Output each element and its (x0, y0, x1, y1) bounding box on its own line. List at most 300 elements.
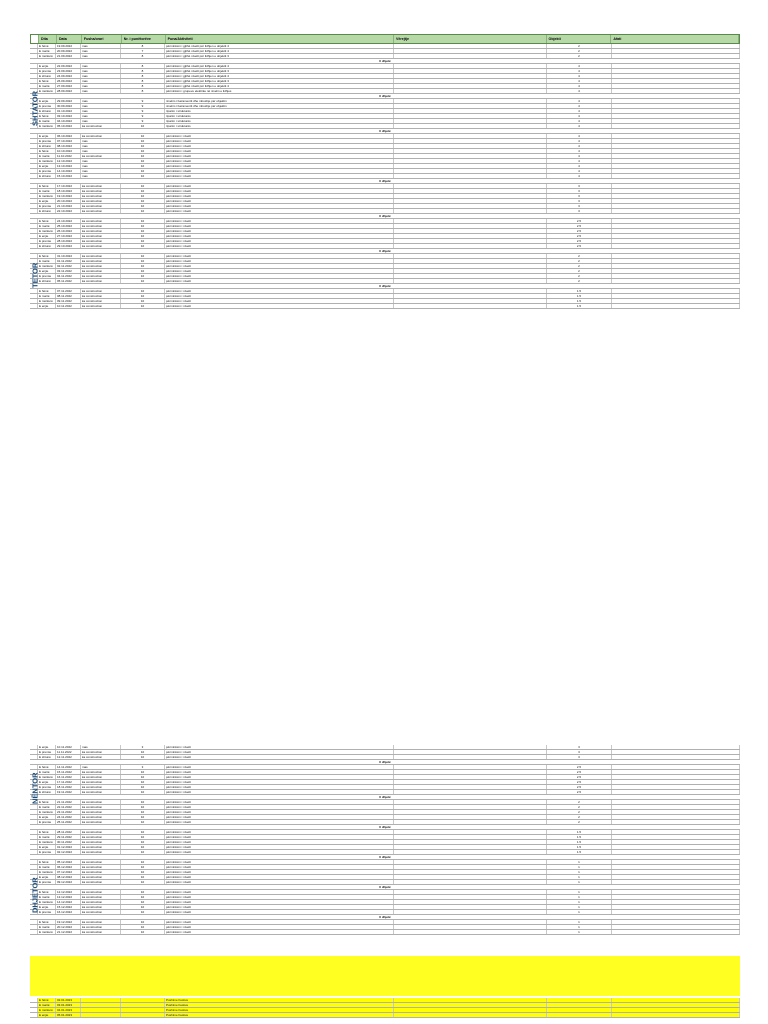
table-cell: E martë (38, 865, 56, 869)
table-cell (394, 860, 547, 864)
table-cell: ka construction (81, 209, 121, 213)
table-cell (612, 1003, 740, 1007)
table-cell (612, 204, 740, 208)
table-cell: E premte (38, 239, 56, 243)
table-cell: 2 (547, 264, 612, 268)
table-cell: 4 (547, 159, 612, 163)
table-cell: ka construction (81, 815, 121, 819)
table-cell: ka construction (81, 124, 121, 128)
table-cell: 01.11.2022 (56, 259, 81, 263)
table-cell: Pushime Festive (165, 1008, 394, 1012)
table-cell (394, 805, 547, 809)
table-cell: E hënë (38, 149, 56, 153)
table-cell: përmirësim i nivelit (165, 815, 394, 819)
table-cell: E enjte (38, 845, 56, 849)
table-cell: E premte (38, 750, 56, 754)
table-cell: 3 (121, 745, 165, 749)
month-label-nentor: NËNTOR (30, 772, 40, 804)
table-cell: përmirësim i nivelit (165, 770, 394, 774)
table-cell: ka construction (81, 269, 121, 273)
table-cell: E hënë (38, 998, 56, 1002)
table-cell: E enjte (38, 64, 56, 68)
table-cell: 19.12.2022 (56, 920, 81, 924)
table-cell: ka construction (81, 229, 121, 233)
table-cell (612, 134, 740, 138)
table-cell: përmirësim i nivelit (165, 219, 394, 223)
table-cell: E premte (38, 274, 56, 278)
highlight-band (30, 956, 740, 996)
schedule-sheet-3 (30, 998, 740, 1018)
month-cell (30, 159, 38, 163)
table-cell: 10 (121, 770, 165, 774)
table-cell: ka construction (81, 775, 121, 779)
table-cell (612, 840, 740, 844)
month-cell (30, 199, 38, 203)
table-cell (394, 279, 547, 283)
table-cell: E enjte (38, 780, 56, 784)
table-cell: përmirësim i nivelit (165, 890, 394, 894)
table-cell: 3 (547, 184, 612, 188)
table-cell: përmirësim i gjithë nivelit për lidhjen e objektit 3 (165, 79, 394, 83)
table-cell: E hënë (38, 860, 56, 864)
table-cell: 21.11.2022 (56, 800, 81, 804)
table-cell (394, 44, 547, 48)
week-separator: II dhjetë (30, 94, 740, 99)
month-cell (30, 174, 38, 178)
table-cell (612, 154, 740, 158)
table-cell: ka construction (81, 154, 121, 158)
table-cell: 1 (547, 910, 612, 914)
table-cell: 2.5 (547, 780, 612, 784)
table-cell: 10 (121, 810, 165, 814)
table-cell (612, 860, 740, 864)
table-cell (394, 89, 547, 93)
table-cell: 10 (121, 199, 165, 203)
table-cell: riparim i strukturës (165, 119, 394, 123)
table-cell: 10 (121, 865, 165, 869)
table-cell: përmirësim i nivelit (165, 920, 394, 924)
table-cell: 10 (121, 905, 165, 909)
table-cell: E enjte (38, 304, 56, 308)
table-cell: 23.09.2022 (56, 69, 81, 73)
table-cell: përmirësim i nivelit (165, 269, 394, 273)
month-label-dhjetor: DHJETOR (30, 877, 40, 913)
table-cell: ka construction (81, 289, 121, 293)
table-cell: përmirësim i nivelit (165, 289, 394, 293)
table-cell: 02.01.2023 (56, 998, 81, 1002)
month-cell (30, 184, 38, 188)
month-cell (30, 54, 38, 58)
table-cell (394, 780, 547, 784)
table-cell (612, 875, 740, 879)
table-cell (612, 74, 740, 78)
table-cell (612, 139, 740, 143)
table-cell (394, 895, 547, 899)
table-cell (394, 905, 547, 909)
table-cell (612, 104, 740, 108)
table-cell: 2.5 (547, 224, 612, 228)
table-cell: përmirësim i nivelit (165, 775, 394, 779)
table-cell: ka construction (81, 780, 121, 784)
month-cell (30, 44, 38, 48)
table-cell: 19.10.2022 (56, 194, 81, 198)
table-cell: riparim i strukturës (165, 124, 394, 128)
table-cell: 22.10.2022 (56, 209, 81, 213)
table-cell: 19.11.2022 (56, 790, 81, 794)
table-cell: ka construction (81, 299, 121, 303)
table-cell (612, 770, 740, 774)
table-cell (394, 244, 547, 248)
table-cell (394, 54, 547, 58)
header-cell-month (31, 35, 39, 43)
table-cell (612, 930, 740, 934)
table-cell (612, 279, 740, 283)
table-cell: 4 (547, 139, 612, 143)
table-cell (612, 775, 740, 779)
table-cell: 2 (547, 820, 612, 824)
table-cell (612, 900, 740, 904)
table-cell: 18.11.2022 (56, 785, 81, 789)
table-cell (612, 835, 740, 839)
table-cell: ka construction (81, 805, 121, 809)
table-cell (612, 114, 740, 118)
table-cell: mas (81, 89, 121, 93)
table-cell: 8 (121, 64, 165, 68)
table-cell: 7 (121, 49, 165, 53)
table-cell: ka construction (81, 770, 121, 774)
table-cell: 10 (121, 149, 165, 153)
table-cell: 3 (121, 765, 165, 769)
week-separator: II dhjetë (30, 284, 740, 289)
week-separator: II dhjetë (30, 885, 740, 890)
table-cell: E premte (38, 69, 56, 73)
table-cell (394, 69, 547, 73)
table-cell: E mërkurë (38, 1008, 56, 1012)
table-cell: 4 (547, 169, 612, 173)
table-cell: përmirësim i nivelit (165, 299, 394, 303)
table-cell: ka construction (81, 800, 121, 804)
table-cell: 4 (547, 84, 612, 88)
table-cell (612, 850, 740, 854)
table-cell (394, 880, 547, 884)
table-cell: E hënë (38, 184, 56, 188)
table-cell: 12.12.2022 (56, 890, 81, 894)
table-cell: ka construction (81, 750, 121, 754)
table-cell: 08.11.2022 (56, 294, 81, 298)
table-cell: 31.10.2022 (56, 254, 81, 258)
table-cell: 1 (547, 925, 612, 929)
table-cell: 23.11.2022 (56, 810, 81, 814)
table-cell: 2 (547, 44, 612, 48)
table-cell: ka construction (81, 189, 121, 193)
table-cell (612, 895, 740, 899)
table-cell (394, 154, 547, 158)
table-cell: përmirësim i nivelit (165, 880, 394, 884)
table-cell: 4 (547, 119, 612, 123)
table-cell: 10 (121, 234, 165, 238)
table-cell (612, 780, 740, 784)
table-cell: përmirësim i gjithë nivelit për lidhjen e objektit 4 (165, 44, 394, 48)
table-cell: përmirësim i nivelit (165, 154, 394, 158)
week-separator: II dhjetë (30, 129, 740, 134)
table-cell (547, 998, 612, 1002)
table-cell: 10 (121, 144, 165, 148)
table-cell: E shtunë (38, 144, 56, 148)
table-cell: 28.09.2022 (56, 89, 81, 93)
table-cell: 10 (121, 229, 165, 233)
table-cell: E mërkurë (38, 900, 56, 904)
table-cell: ka construction (81, 830, 121, 834)
table-cell: 10.10.2022 (56, 149, 81, 153)
table-cell: E hënë (38, 44, 56, 48)
table-cell: përmirësim i nivelit (165, 294, 394, 298)
month-cell (30, 1003, 38, 1007)
table-cell: 03.01.2023 (56, 1003, 81, 1007)
table-cell: 10 (121, 259, 165, 263)
table-cell: 4 (547, 164, 612, 168)
table-cell: E martë (38, 294, 56, 298)
table-cell: ka construction (81, 820, 121, 824)
table-cell (394, 815, 547, 819)
table-cell: 10 (121, 194, 165, 198)
table-cell: 4 (547, 114, 612, 118)
table-cell: E enjte (38, 234, 56, 238)
table-cell: 29.10.2022 (56, 244, 81, 248)
table-cell (612, 925, 740, 929)
table-cell: E mërkurë (38, 124, 56, 128)
table-cell: 01.12.2022 (56, 845, 81, 849)
table-cell (612, 229, 740, 233)
table-cell: përmirësim i nivelit (165, 279, 394, 283)
table-cell: 05.10.2022 (56, 124, 81, 128)
table-cell (394, 750, 547, 754)
table-cell: 17.11.2022 (56, 780, 81, 784)
table-cell: përmirësim i nivelit (165, 895, 394, 899)
table-cell: E premte (38, 820, 56, 824)
table-cell (394, 800, 547, 804)
table-cell (394, 294, 547, 298)
table-cell (394, 224, 547, 228)
table-cell (121, 1013, 165, 1017)
month-cell (30, 169, 38, 173)
table-row (30, 1013, 740, 1018)
table-cell: 10 (121, 835, 165, 839)
table-cell: E enjte (38, 269, 56, 273)
table-cell (394, 920, 547, 924)
month-cell (30, 209, 38, 213)
table-cell: E premte (38, 880, 56, 884)
table-cell: përmirësim i nivelit (165, 189, 394, 193)
table-cell: 02.12.2022 (56, 850, 81, 854)
table-cell: 09.12.2022 (56, 880, 81, 884)
table-cell: 21.12.2022 (56, 930, 81, 934)
table-cell (612, 810, 740, 814)
table-cell: 27.10.2022 (56, 234, 81, 238)
table-cell: mas (81, 164, 121, 168)
table-cell: 10 (121, 124, 165, 128)
table-cell: 10 (121, 920, 165, 924)
table-cell: E enjte (38, 745, 56, 749)
table-cell: E mërkurë (38, 229, 56, 233)
table-cell (612, 264, 740, 268)
table-header (30, 34, 740, 44)
table-cell: mas (81, 49, 121, 53)
table-cell: E premte (38, 910, 56, 914)
table-cell: përmirësim i gjithë nivelit për lidhjen e objektit 3 (165, 69, 394, 73)
table-cell: 06.10.2022 (56, 134, 81, 138)
table-cell: 1 (547, 930, 612, 934)
table-cell: 14.12.2022 (56, 900, 81, 904)
table-cell (394, 219, 547, 223)
month-cell (30, 835, 38, 839)
table-cell: 27.09.2022 (56, 84, 81, 88)
table-cell: përmirësim i nivelit (165, 840, 394, 844)
table-cell: 10 (121, 274, 165, 278)
header-cell: Nr. i punëtorëve (122, 35, 166, 43)
table-cell: E martë (38, 84, 56, 88)
table-cell: 10 (121, 254, 165, 258)
table-cell (394, 144, 547, 148)
week-separator: II dhjetë (30, 825, 740, 830)
table-cell: 3 (547, 194, 612, 198)
table-cell (81, 1013, 121, 1017)
table-cell: 2.5 (547, 770, 612, 774)
table-cell: 10 (121, 820, 165, 824)
table-cell (394, 745, 547, 749)
table-cell: përmirësim i nivelit (165, 184, 394, 188)
table-cell (394, 785, 547, 789)
table-cell: përmirësim i nivelit (165, 765, 394, 769)
table-cell (612, 905, 740, 909)
table-cell: ka construction (81, 199, 121, 203)
table-cell: 3 (547, 745, 612, 749)
table-cell (394, 254, 547, 258)
table-cell (394, 64, 547, 68)
table-cell: E mërkurë (38, 194, 56, 198)
table-cell: përmirësim i nivelit (165, 835, 394, 839)
table-cell: 20.10.2022 (56, 199, 81, 203)
table-cell: 10 (121, 850, 165, 854)
table-cell (394, 765, 547, 769)
table-cell: Pushime Festive (165, 1013, 394, 1017)
table-cell: përmirësim i gjithë nivelit për lidhjen e objektit 3 (165, 54, 394, 58)
table-cell: 10 (121, 925, 165, 929)
table-cell (612, 299, 740, 303)
table-cell: E enjte (38, 1013, 56, 1017)
table-cell: E hënë (38, 890, 56, 894)
week-separator: II dhjetë (30, 249, 740, 254)
table-cell (612, 89, 740, 93)
table-cell: 20.12.2022 (56, 925, 81, 929)
table-cell: 1.5 (547, 840, 612, 844)
table-cell: ka construction (81, 254, 121, 258)
table-cell: 2.5 (547, 229, 612, 233)
table-cell: E shtunë (38, 790, 56, 794)
table-cell: 10 (121, 840, 165, 844)
table-cell: ka construction (81, 840, 121, 844)
table-cell: ka construction (81, 845, 121, 849)
table-cell: E hënë (38, 254, 56, 258)
table-cell (394, 890, 547, 894)
table-cell: 21.09.2022 (56, 54, 81, 58)
table-cell: 1 (547, 920, 612, 924)
table-cell: riparim i strukturës (165, 109, 394, 113)
table-cell: E hënë (38, 765, 56, 769)
table-cell: E martë (38, 1003, 56, 1007)
table-cell: 10 (121, 805, 165, 809)
table-cell: 10 (121, 860, 165, 864)
table-cell (612, 194, 740, 198)
table-cell (121, 1003, 165, 1007)
table-row (30, 304, 740, 309)
table-cell: 4 (547, 104, 612, 108)
table-cell: 10 (121, 174, 165, 178)
table-cell: 07.10.2022 (56, 139, 81, 143)
table-cell (612, 750, 740, 754)
table-cell: E premte (38, 850, 56, 854)
table-cell (81, 1003, 121, 1007)
table-cell (394, 149, 547, 153)
table-cell: përmirësim i grupeve elektrike në nivelin e lidhjes (165, 89, 394, 93)
table-cell: 1.5 (547, 294, 612, 298)
table-cell: E mërkurë (38, 810, 56, 814)
table-cell: mas (81, 174, 121, 178)
table-cell: 10 (121, 930, 165, 934)
table-cell (394, 124, 547, 128)
table-cell: 24.11.2022 (56, 815, 81, 819)
table-cell: 13.10.2022 (56, 164, 81, 168)
table-cell (394, 770, 547, 774)
table-cell: E mërkurë (38, 89, 56, 93)
table-cell (612, 1013, 740, 1017)
table-cell: 4 (547, 154, 612, 158)
table-cell: përmirësim i nivelit (165, 910, 394, 914)
table-cell: ka construction (81, 234, 121, 238)
table-cell: 2 (547, 810, 612, 814)
table-cell (394, 930, 547, 934)
table-cell (394, 79, 547, 83)
table-cell: 04.01.2023 (56, 1008, 81, 1012)
table-cell (612, 274, 740, 278)
table-cell: 10 (121, 785, 165, 789)
table-cell (394, 870, 547, 874)
table-cell: E mërkurë (38, 299, 56, 303)
table-cell: 2 (547, 274, 612, 278)
table-cell: përmirësim i nivelit (165, 234, 394, 238)
table-cell: 10 (121, 264, 165, 268)
table-cell: përmirësim i nivelit (165, 169, 394, 173)
table-cell: ka construction (81, 304, 121, 308)
table-cell: E hënë (38, 800, 56, 804)
table-cell: 1.5 (547, 830, 612, 834)
table-cell: përmirësim i gjithë nivelit për lidhjen e objektit 4 (165, 74, 394, 78)
week-separator: II dhjetë (30, 59, 740, 64)
table-cell: 1 (547, 875, 612, 879)
table-cell (612, 69, 740, 73)
table-cell: 25.10.2022 (56, 224, 81, 228)
table-cell: përmirësim i nivelit (165, 790, 394, 794)
table-cell: E martë (38, 835, 56, 839)
month-cell (30, 49, 38, 53)
table-cell: E martë (38, 224, 56, 228)
table-cell (394, 835, 547, 839)
month-cell (30, 830, 38, 834)
table-cell: 8 (121, 89, 165, 93)
table-cell: përmirësim i nivelit (165, 865, 394, 869)
table-cell (612, 755, 740, 759)
table-cell (394, 169, 547, 173)
table-cell: ka construction (81, 294, 121, 298)
